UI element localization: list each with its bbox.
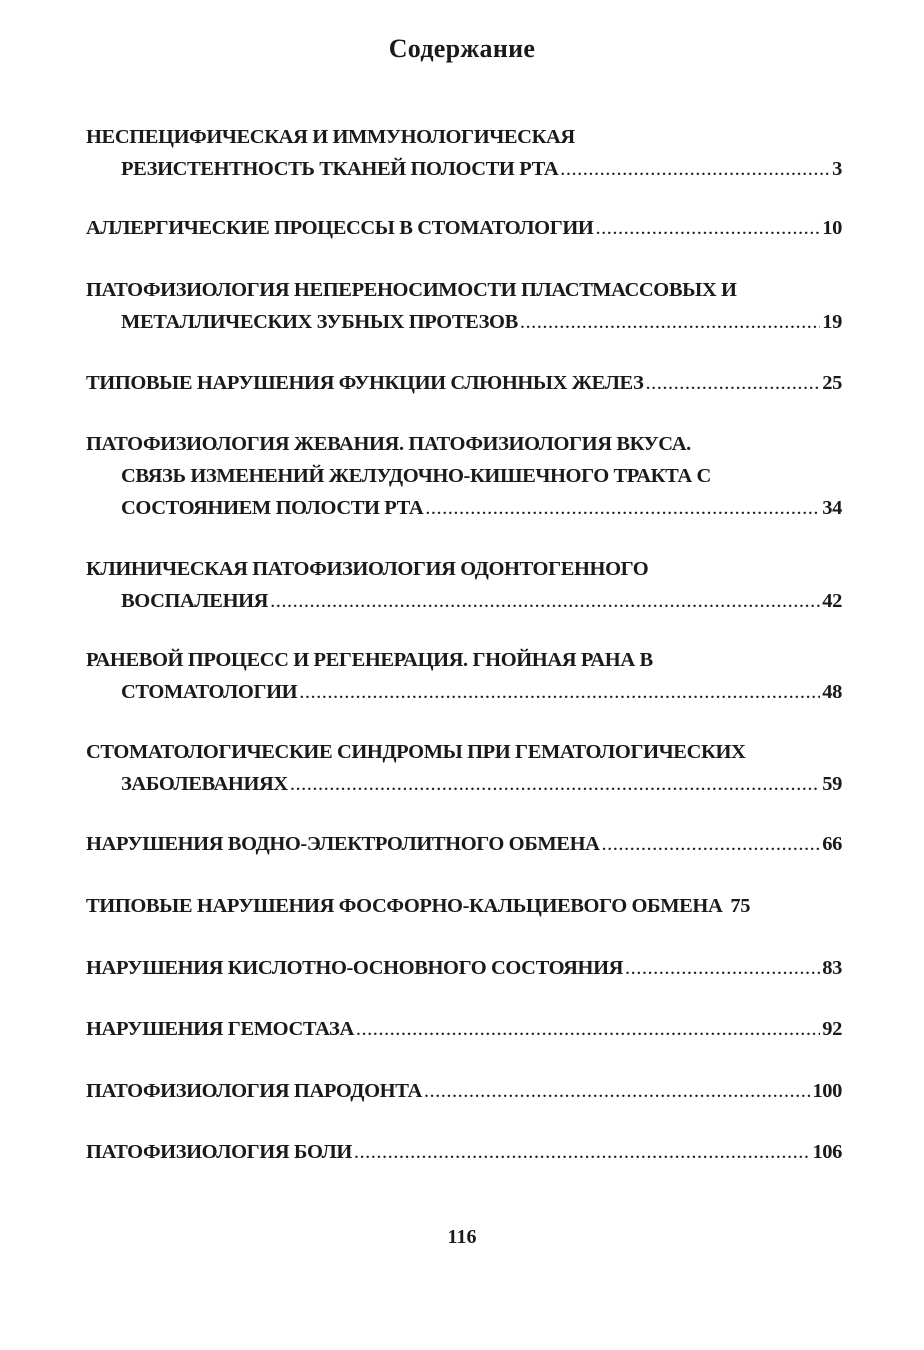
dot-leader [425, 492, 820, 524]
toc-entry [86, 1075, 842, 1107]
toc-entry-title: СТОМАТОЛОГИИ [121, 681, 298, 703]
toc-entry [86, 274, 842, 338]
toc-page-number: 19 [822, 311, 842, 333]
toc-entry-title: МЕТАЛЛИЧЕСКИХ ЗУБНЫХ ПРОТЕЗОВ [121, 311, 518, 333]
toc-page-number: 34 [822, 497, 842, 519]
toc-page-number: 100 [812, 1080, 842, 1102]
dot-leader [354, 1136, 811, 1168]
toc-entry-title: ПАТОФИЗИОЛОГИЯ НЕПЕРЕНОСИМОСТИ ПЛАСТМАССОВЫХ И [86, 279, 737, 301]
dot-leader [625, 952, 820, 984]
toc-entry-title: СОСТОЯНИЕМ ПОЛОСТИ РТА [121, 497, 424, 519]
toc-entry [86, 428, 842, 524]
toc-entry-title: РЕЗИСТЕНТНОСТЬ ТКАНЕЙ ПОЛОСТИ РТА [121, 158, 559, 180]
toc-entry [86, 736, 842, 800]
toc-entry [86, 952, 842, 984]
toc-page-number: 3 [832, 158, 842, 180]
toc-page-number: 25 [822, 372, 842, 394]
toc-entry-title: АЛЛЕРГИЧЕСКИЕ ПРОЦЕССЫ В СТОМАТОЛОГИИ [86, 217, 594, 239]
dot-leader [356, 1013, 820, 1045]
toc-entry-title: НЕСПЕЦИФИЧЕСКАЯ И ИММУНОЛОГИЧЕСКАЯ [86, 126, 575, 148]
toc-page-number: 83 [822, 957, 842, 979]
toc-page-number: 92 [822, 1018, 842, 1040]
toc-entry [86, 890, 842, 922]
dot-leader [560, 153, 830, 185]
dot-leader [602, 828, 821, 860]
toc-entry-title: ПАТОФИЗИОЛОГИЯ ЖЕВАНИЯ. ПАТОФИЗИОЛОГИЯ ВКУСА. [86, 433, 691, 455]
toc-entry-title: НАРУШЕНИЯ ГЕМОСТАЗА [86, 1018, 354, 1040]
toc-entry [86, 1013, 842, 1045]
toc-entry [86, 1136, 842, 1168]
toc-entry [86, 553, 842, 617]
toc-entry-title: ЗАБОЛЕВАНИЯХ [121, 773, 288, 795]
toc-entry [86, 828, 842, 860]
toc-entry-title: СТОМАТОЛОГИЧЕСКИЕ СИНДРОМЫ ПРИ ГЕМАТОЛОГИЧЕСКИХ [86, 741, 746, 763]
page-folio-number: 116 [447, 1226, 477, 1248]
toc-entry [86, 367, 842, 399]
toc-page-number: 106 [812, 1141, 842, 1163]
toc-entry-title: КЛИНИЧЕСКАЯ ПАТОФИЗИОЛОГИЯ ОДОНТОГЕННОГО [86, 558, 649, 580]
toc-entry-title: ПАТОФИЗИОЛОГИЯ ПАРОДОНТА [86, 1080, 422, 1102]
toc-entry [86, 644, 842, 708]
toc-entry-title: НАРУШЕНИЯ КИСЛОТНО-ОСНОВНОГО СОСТОЯНИЯ [86, 957, 624, 979]
toc-entry [86, 212, 842, 244]
toc-entry-title: ТИПОВЫЕ НАРУШЕНИЯ ФУНКЦИИ СЛЮННЫХ ЖЕЛЕЗ [86, 372, 644, 394]
toc-entry-title: НАРУШЕНИЯ ВОДНО-ЭЛЕКТРОЛИТНОГО ОБМЕНА [86, 833, 600, 855]
dot-leader [595, 212, 820, 244]
dot-leader [424, 1075, 811, 1107]
dot-leader [270, 585, 820, 617]
dot-leader [299, 676, 820, 708]
toc-page-number: 75 [730, 895, 751, 917]
dot-leader [520, 306, 820, 338]
toc-page-number: 42 [822, 590, 842, 612]
toc-entry-title: ВОСПАЛЕНИЯ [121, 590, 269, 612]
toc-page-number: 10 [822, 217, 842, 239]
toc-entry-title: СВЯЗЬ ИЗМЕНЕНИЙ ЖЕЛУДОЧНО-КИШЕЧНОГО ТРАКТА С [121, 465, 711, 487]
toc-entry-title: ТИПОВЫЕ НАРУШЕНИЯ ФОСФОРНО-КАЛЬЦИЕВОГО ОБМЕНА [86, 895, 723, 917]
toc-entry-title: РАНЕВОЙ ПРОЦЕСС И РЕГЕНЕРАЦИЯ. ГНОЙНАЯ РАНА В [86, 649, 653, 671]
toc-page-number: 59 [822, 773, 842, 795]
dot-leader [290, 768, 820, 800]
toc-entry [86, 121, 842, 185]
toc-entry-title: ПАТОФИЗИОЛОГИЯ БОЛИ [86, 1141, 352, 1163]
toc-page-number: 48 [822, 681, 842, 703]
toc-page-number: 66 [822, 833, 842, 855]
dot-leader [645, 367, 820, 399]
page-title: Содержание [388, 34, 536, 63]
